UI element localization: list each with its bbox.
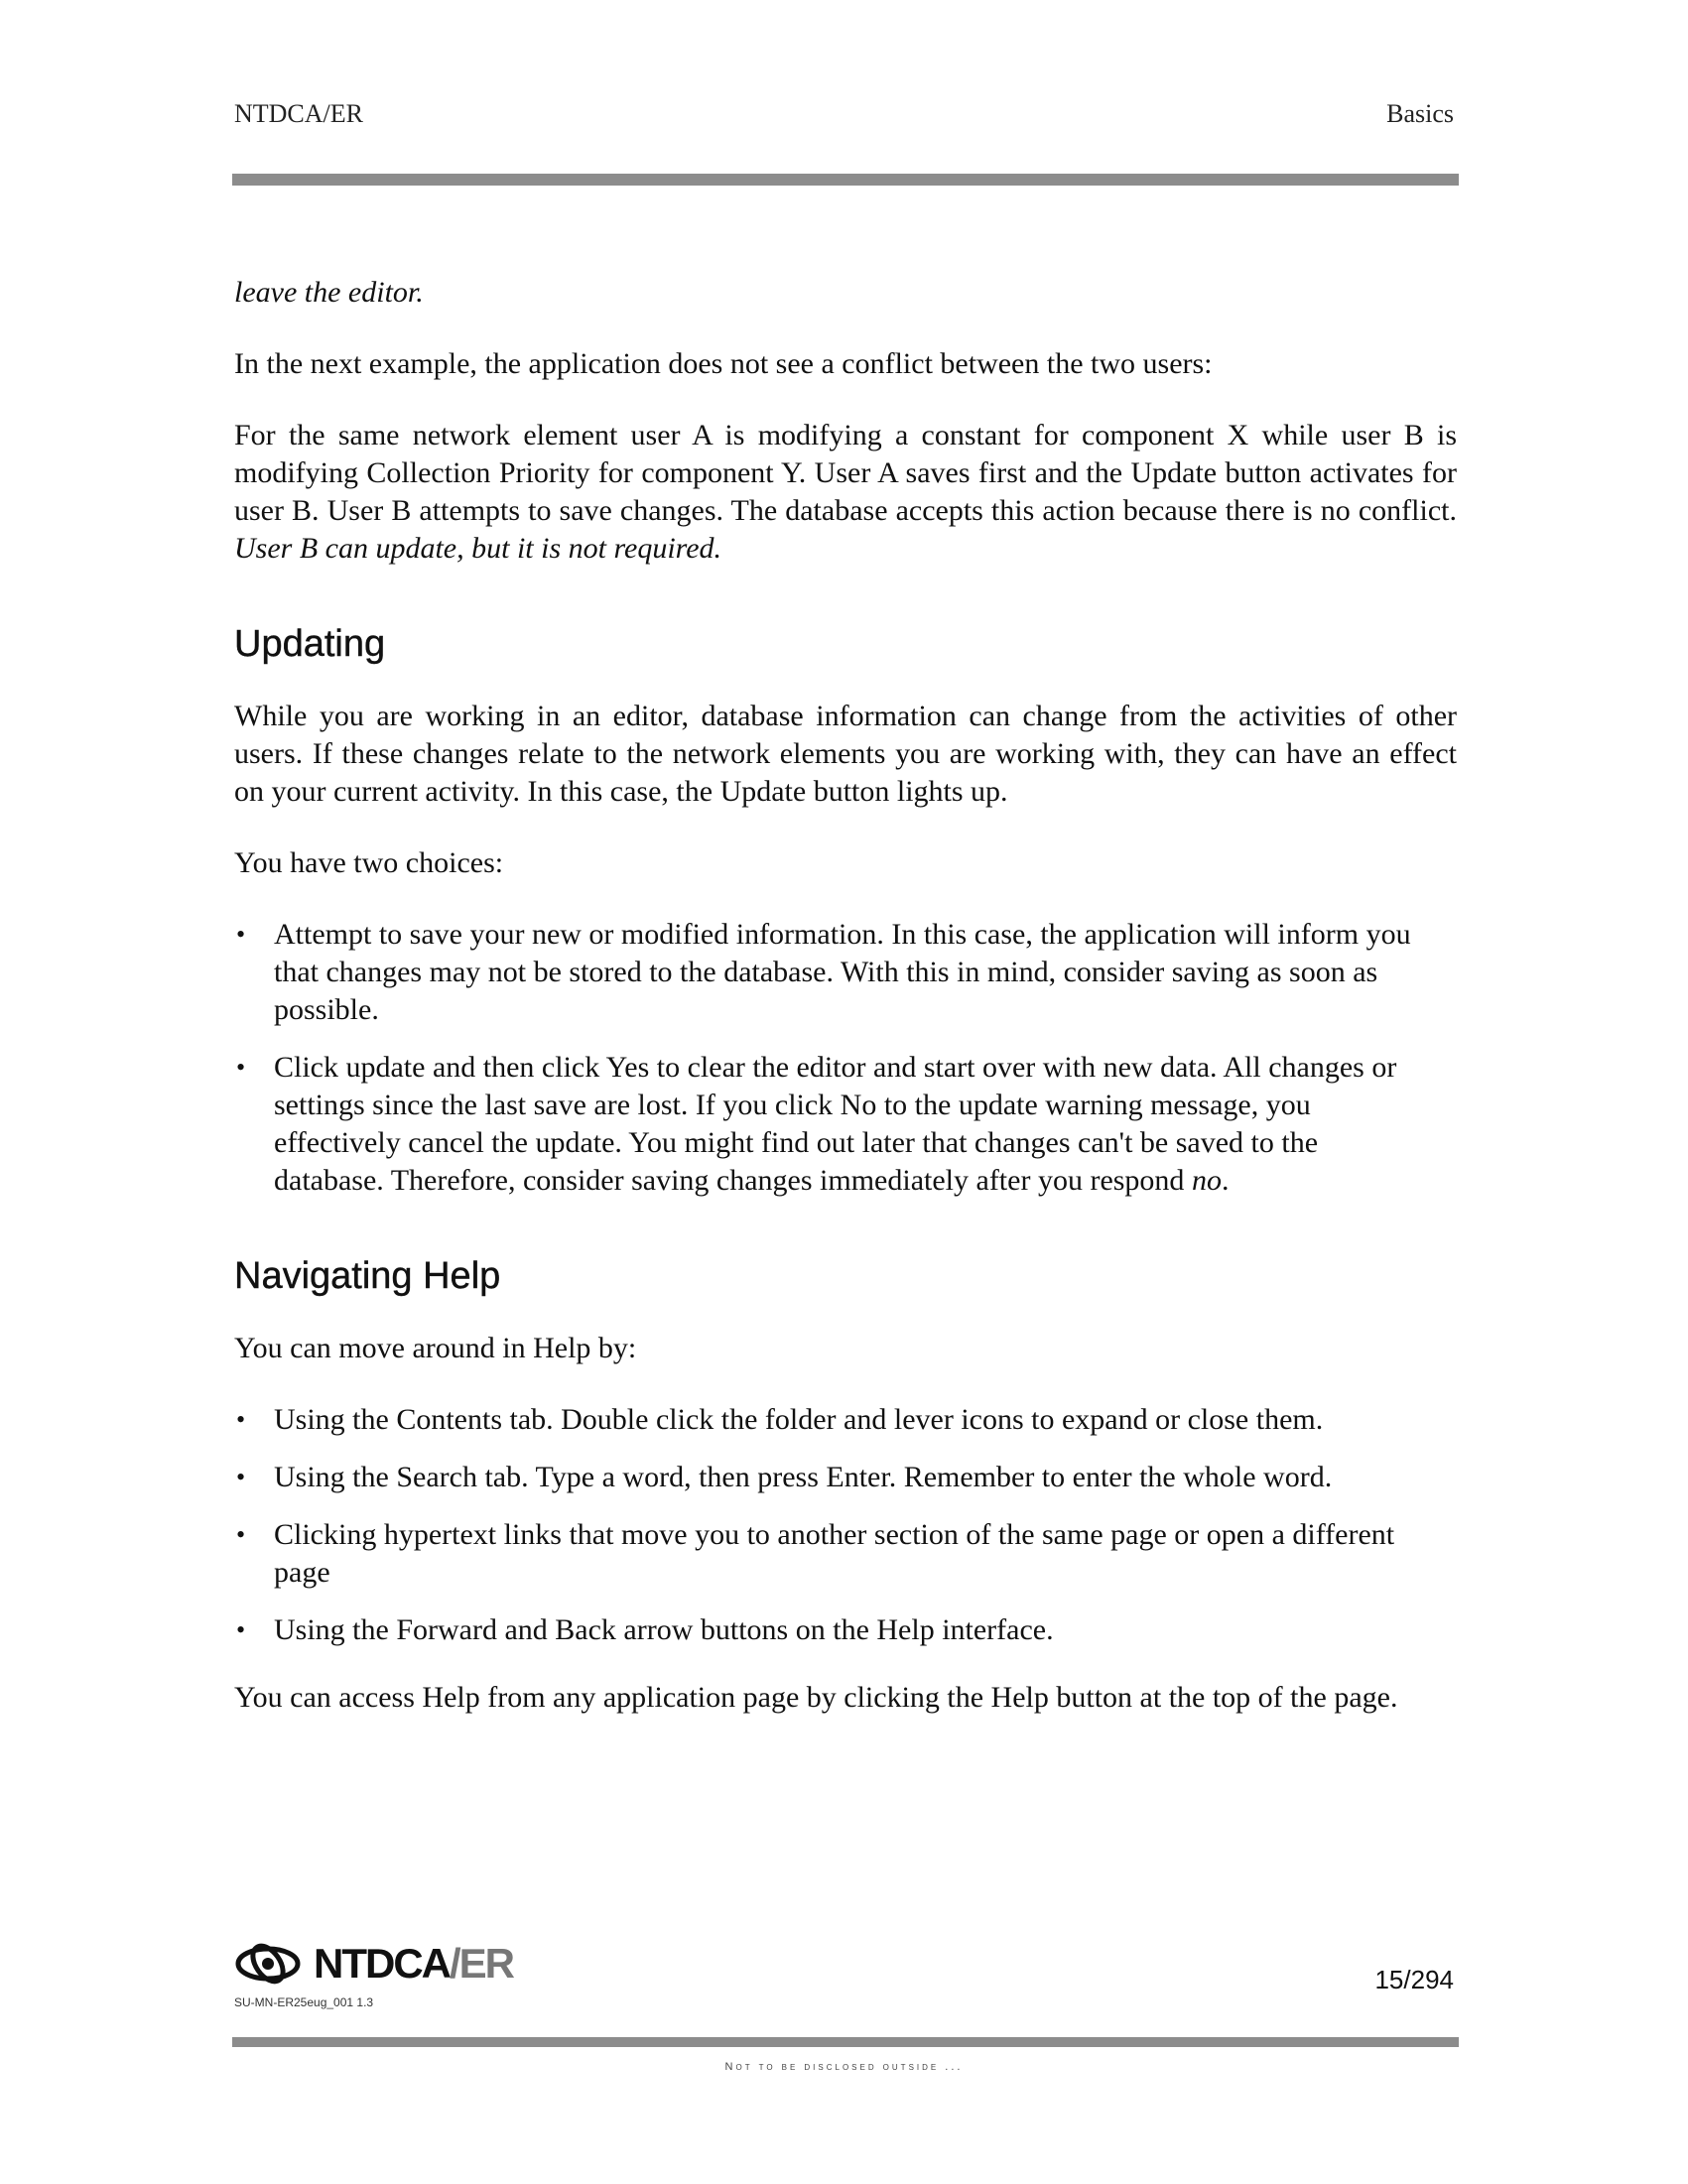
heading-navigating-help: Navigating Help: [234, 1255, 501, 1297]
paragraph-updating: While you are working in an editor, database information can change from the activities of other users. If these changes relate to the network elements you are working with, they can have an effect on your current activity. In this case, the Update button lights up.: [234, 700, 1457, 808]
footer-rule: [232, 2037, 1459, 2047]
bullet-icon: •: [236, 1615, 246, 1644]
paragraph-choices: You have two choices:: [234, 846, 504, 879]
logo-wordmark: NTDCA/ER: [314, 1940, 513, 1987]
bullet-icon: •: [236, 1520, 246, 1549]
header-rule: [232, 174, 1459, 186]
paragraph-example: For the same network element user A is modifying a constant for component X while user B is modifying Collection Priority for component Y. User A saves first and the Update button activates for user B. User B attempts to save changes. The database accepts this action because there is no conflict. User B can update, but it is not required.: [234, 419, 1457, 565]
running-header-title: NTDCA/ER: [234, 99, 363, 128]
company-logo: [234, 1940, 513, 1988]
page-content: [234, 274, 1457, 1750]
choices-list: [234, 916, 1457, 1200]
bullet-icon: •: [236, 920, 246, 949]
paragraph-example-intro: In the next example, the application does not see a conflict between the two users:: [234, 347, 1213, 380]
running-header-section: Basics: [1386, 99, 1454, 128]
list-item: • Attempt to save your new or modified information. In this case, the application will inform you that changes may not be stored to the database. With this in mind, consider saving as soon as possible.: [236, 918, 1411, 1026]
confidentiality-notice: Not to be disclosed outside ...: [724, 2061, 964, 2073]
page-number: 15/294: [1374, 1965, 1454, 1994]
logo-emblem-icon: [234, 1941, 302, 1987]
heading-updating: Updating: [234, 623, 386, 665]
help-list: [234, 1401, 1457, 1649]
document-code: SU-MN-ER25eug_001 1.3: [234, 1995, 374, 2009]
bullet-icon: •: [236, 1405, 246, 1434]
bullet-icon: •: [236, 1053, 246, 1082]
list-item: • Clicking hypertext links that move you to another section of the same page or open a different page: [236, 1518, 1395, 1589]
paragraph-help-access: You can access Help from any application page by clicking the Help button at the top of the page.: [234, 1681, 1398, 1714]
paragraph-help-intro: You can move around in Help by:: [234, 1332, 637, 1364]
list-item: • Using the Search tab. Type a word, then press Enter. Remember to enter the whole word.: [234, 1459, 1425, 1496]
paragraph-continuation: leave the editor.: [234, 276, 424, 309]
list-item: • Click update and then click Yes to clear the editor and start over with new data. All changes or settings since the last save are lost. If you click No to the update warning message, you effectively cancel the update. You might find out later that changes can't be saved to the database. Therefore, consider saving changes immediately after you respond no.: [236, 1051, 1397, 1197]
list-item: • Using the Forward and Back arrow buttons on the Help interface.: [234, 1611, 1425, 1649]
bullet-icon: •: [236, 1463, 246, 1491]
list-item: • Using the Contents tab. Double click the folder and lever icons to expand or close them.: [234, 1401, 1425, 1439]
